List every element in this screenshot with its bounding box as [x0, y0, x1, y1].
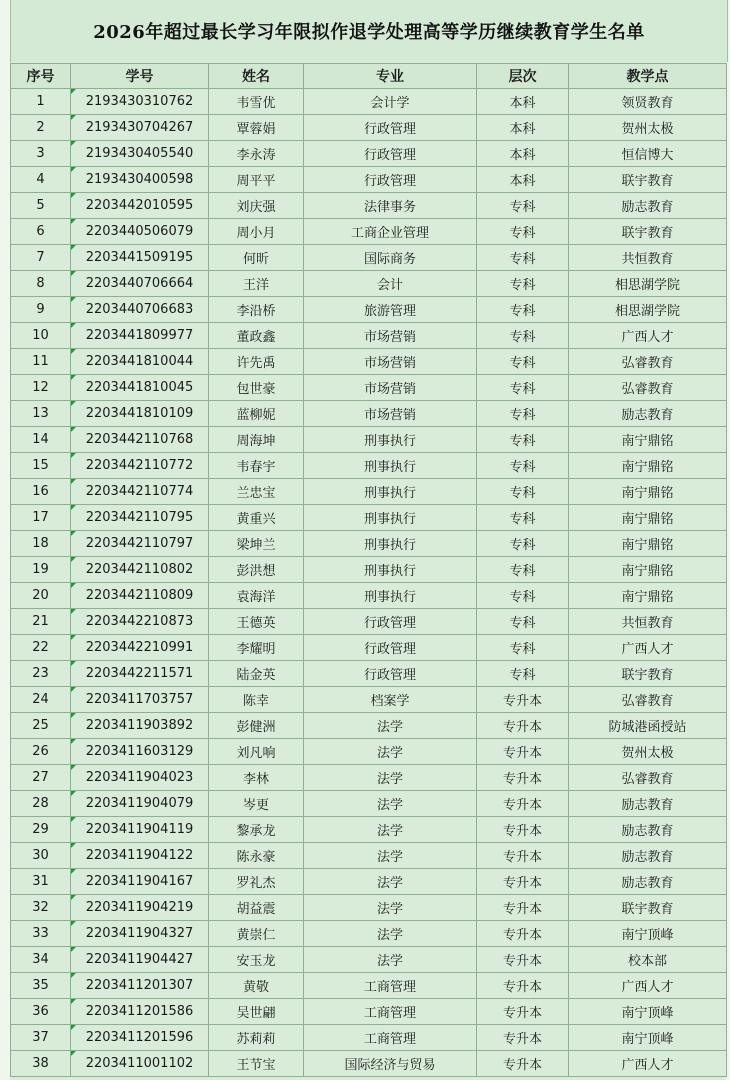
cell-index[interactable]: 22 [11, 635, 71, 661]
cell-level[interactable]: 专升本 [477, 895, 569, 921]
cell-level[interactable]: 专科 [477, 271, 569, 297]
cell-level[interactable]: 专科 [477, 245, 569, 271]
cell-major[interactable]: 行政管理 [304, 115, 477, 141]
cell-level[interactable]: 专科 [477, 557, 569, 583]
table-row [11, 921, 727, 947]
cell-major[interactable]: 刑事执行 [304, 479, 477, 505]
table-row [11, 297, 727, 323]
cell-level[interactable]: 专升本 [477, 921, 569, 947]
cell-student-id[interactable]: 2203411904327 [71, 921, 209, 947]
cell-student-id[interactable]: 2193430704267 [71, 115, 209, 141]
cell-name[interactable]: 陈永豪 [209, 843, 304, 869]
cell-name[interactable]: 罗礼杰 [209, 869, 304, 895]
col-header-name[interactable]: 姓名 [209, 64, 304, 89]
cell-center[interactable]: 校本部 [569, 947, 727, 973]
table-row [11, 869, 727, 895]
cell-level[interactable]: 专升本 [477, 869, 569, 895]
cell-name[interactable]: 李永涛 [209, 141, 304, 167]
table-row [11, 583, 727, 609]
table-row [11, 505, 727, 531]
cell-center[interactable]: 励志教育 [569, 869, 727, 895]
cell-center[interactable]: 励志教育 [569, 193, 727, 219]
cell-level[interactable]: 专科 [477, 349, 569, 375]
cell-major[interactable]: 法律事务 [304, 193, 477, 219]
cell-center[interactable]: 南宁鼎铭 [569, 479, 727, 505]
cell-center[interactable]: 恒信博大 [569, 141, 727, 167]
cell-level[interactable]: 专升本 [477, 999, 569, 1025]
cell-level[interactable]: 专科 [477, 401, 569, 427]
cell-index[interactable]: 7 [11, 245, 71, 271]
cell-index[interactable]: 35 [11, 973, 71, 999]
col-header-level[interactable]: 层次 [477, 64, 569, 89]
cell-major[interactable]: 档案学 [304, 687, 477, 713]
table-row [11, 973, 727, 999]
cell-name[interactable]: 覃蓉娟 [209, 115, 304, 141]
cell-student-id[interactable]: 2203411904167 [71, 869, 209, 895]
cell-level[interactable]: 专科 [477, 661, 569, 687]
table-row [11, 739, 727, 765]
col-header-student-id[interactable]: 学号 [71, 64, 209, 89]
student-roster-table [10, 63, 727, 1077]
cell-index[interactable]: 10 [11, 323, 71, 349]
cell-index[interactable]: 32 [11, 895, 71, 921]
table-row [11, 765, 727, 791]
cell-index[interactable]: 29 [11, 817, 71, 843]
cell-index[interactable]: 38 [11, 1051, 71, 1077]
cell-name[interactable]: 岑更 [209, 791, 304, 817]
cell-name[interactable]: 黎承龙 [209, 817, 304, 843]
cell-level[interactable]: 专升本 [477, 791, 569, 817]
cell-student-id[interactable]: 2203440506079 [71, 219, 209, 245]
cell-level[interactable]: 专科 [477, 479, 569, 505]
cell-index[interactable]: 9 [11, 297, 71, 323]
cell-center[interactable]: 贺州太极 [569, 115, 727, 141]
table-row [11, 193, 727, 219]
cell-level[interactable]: 专科 [477, 609, 569, 635]
cell-student-id[interactable]: 2203411201307 [71, 973, 209, 999]
cell-name[interactable]: 刘庆强 [209, 193, 304, 219]
table-row [11, 219, 727, 245]
cell-major[interactable]: 工商管理 [304, 1025, 477, 1051]
table-body [11, 89, 727, 1077]
cell-student-id[interactable]: 2203442110768 [71, 427, 209, 453]
cell-student-id[interactable]: 2203411904119 [71, 817, 209, 843]
cell-index[interactable]: 14 [11, 427, 71, 453]
cell-major[interactable]: 刑事执行 [304, 453, 477, 479]
cell-level[interactable]: 专升本 [477, 739, 569, 765]
cell-name[interactable]: 韦雪优 [209, 89, 304, 115]
table-row [11, 791, 727, 817]
cell-center[interactable]: 共恒教育 [569, 245, 727, 271]
cell-center[interactable]: 南宁鼎铭 [569, 505, 727, 531]
cell-index[interactable]: 26 [11, 739, 71, 765]
cell-center[interactable]: 贺州太极 [569, 739, 727, 765]
cell-center[interactable]: 弘睿教育 [569, 375, 727, 401]
cell-level[interactable]: 本科 [477, 167, 569, 193]
cell-index[interactable]: 20 [11, 583, 71, 609]
cell-index[interactable]: 19 [11, 557, 71, 583]
cell-name[interactable]: 蓝柳妮 [209, 401, 304, 427]
cell-name[interactable]: 黄崇仁 [209, 921, 304, 947]
cell-center[interactable]: 广西人才 [569, 1051, 727, 1077]
header-row [11, 64, 727, 89]
cell-center[interactable]: 南宁鼎铭 [569, 531, 727, 557]
cell-index[interactable]: 17 [11, 505, 71, 531]
table-row [11, 245, 727, 271]
cell-level[interactable]: 专科 [477, 219, 569, 245]
table-row [11, 843, 727, 869]
cell-major[interactable]: 市场营销 [304, 323, 477, 349]
cell-major[interactable]: 法学 [304, 895, 477, 921]
cell-major[interactable]: 刑事执行 [304, 583, 477, 609]
cell-name[interactable]: 胡益震 [209, 895, 304, 921]
cell-index[interactable]: 6 [11, 219, 71, 245]
cell-name[interactable]: 陈幸 [209, 687, 304, 713]
cell-level[interactable]: 专升本 [477, 817, 569, 843]
cell-index[interactable]: 36 [11, 999, 71, 1025]
cell-level[interactable]: 专科 [477, 193, 569, 219]
cell-index[interactable]: 34 [11, 947, 71, 973]
cell-student-id[interactable]: 2203411903892 [71, 713, 209, 739]
cell-center[interactable]: 弘睿教育 [569, 765, 727, 791]
cell-major[interactable]: 法学 [304, 869, 477, 895]
table-row [11, 713, 727, 739]
cell-student-id[interactable]: 2203411603129 [71, 739, 209, 765]
table-row [11, 1051, 727, 1077]
cell-level[interactable]: 专科 [477, 635, 569, 661]
cell-name[interactable]: 梁坤兰 [209, 531, 304, 557]
cell-index[interactable]: 11 [11, 349, 71, 375]
table-row [11, 349, 727, 375]
cell-name[interactable]: 袁海洋 [209, 583, 304, 609]
cell-name[interactable]: 周平平 [209, 167, 304, 193]
cell-center[interactable]: 励志教育 [569, 843, 727, 869]
sheet-title: 2026年超过最长学习年限拟作退学处理高等学历继续教育学生名单 [93, 22, 645, 43]
cell-name[interactable]: 周小月 [209, 219, 304, 245]
cell-index[interactable]: 8 [11, 271, 71, 297]
cell-name[interactable]: 王洋 [209, 271, 304, 297]
table-row [11, 167, 727, 193]
cell-major[interactable]: 法学 [304, 817, 477, 843]
cell-center[interactable]: 弘睿教育 [569, 349, 727, 375]
cell-major[interactable]: 法学 [304, 921, 477, 947]
cell-name[interactable]: 许先禹 [209, 349, 304, 375]
cell-center[interactable]: 广西人才 [569, 635, 727, 661]
cell-student-id[interactable]: 2193430310762 [71, 89, 209, 115]
cell-level[interactable]: 专科 [477, 323, 569, 349]
cell-center[interactable]: 领贤教育 [569, 89, 727, 115]
cell-center[interactable]: 弘睿教育 [569, 687, 727, 713]
cell-center[interactable]: 联宇教育 [569, 895, 727, 921]
cell-student-id[interactable]: 2203442110797 [71, 531, 209, 557]
col-header-major[interactable]: 专业 [304, 64, 477, 89]
cell-index[interactable]: 37 [11, 1025, 71, 1051]
cell-student-id[interactable]: 2203411904079 [71, 791, 209, 817]
cell-student-id[interactable]: 2203411703757 [71, 687, 209, 713]
cell-name[interactable]: 包世豪 [209, 375, 304, 401]
table-row [11, 115, 727, 141]
cell-major[interactable]: 法学 [304, 947, 477, 973]
cell-name[interactable]: 李林 [209, 765, 304, 791]
cell-name[interactable]: 韦春宇 [209, 453, 304, 479]
cell-student-id[interactable]: 2203442210991 [71, 635, 209, 661]
cell-student-id[interactable]: 2203441810044 [71, 349, 209, 375]
cell-name[interactable]: 陆金英 [209, 661, 304, 687]
cell-index[interactable]: 3 [11, 141, 71, 167]
cell-name[interactable]: 李沿桥 [209, 297, 304, 323]
table-row [11, 375, 727, 401]
cell-student-id[interactable]: 2203411001102 [71, 1051, 209, 1077]
cell-level[interactable]: 专科 [477, 505, 569, 531]
cell-center[interactable]: 南宁鼎铭 [569, 453, 727, 479]
cell-student-id[interactable]: 2203442110774 [71, 479, 209, 505]
table-row [11, 323, 727, 349]
cell-student-id[interactable]: 2193430405540 [71, 141, 209, 167]
cell-level[interactable]: 专科 [477, 583, 569, 609]
cell-major[interactable]: 法学 [304, 713, 477, 739]
cell-student-id[interactable]: 2203441809977 [71, 323, 209, 349]
cell-major[interactable]: 国际经济与贸易 [304, 1051, 477, 1077]
cell-index[interactable]: 24 [11, 687, 71, 713]
cell-major[interactable]: 会计 [304, 271, 477, 297]
cell-name[interactable]: 黄重兴 [209, 505, 304, 531]
cell-major[interactable]: 刑事执行 [304, 531, 477, 557]
cell-index[interactable]: 5 [11, 193, 71, 219]
cell-index[interactable]: 15 [11, 453, 71, 479]
cell-level[interactable]: 专科 [477, 297, 569, 323]
cell-center[interactable]: 广西人才 [569, 323, 727, 349]
cell-major[interactable]: 工商企业管理 [304, 219, 477, 245]
cell-major[interactable]: 刑事执行 [304, 427, 477, 453]
cell-center[interactable]: 南宁顶峰 [569, 1025, 727, 1051]
cell-major[interactable]: 会计学 [304, 89, 477, 115]
cell-major[interactable]: 法学 [304, 765, 477, 791]
cell-major[interactable]: 法学 [304, 739, 477, 765]
cell-major[interactable]: 行政管理 [304, 635, 477, 661]
cell-major[interactable]: 刑事执行 [304, 505, 477, 531]
cell-name[interactable]: 周海坤 [209, 427, 304, 453]
table-row [11, 1025, 727, 1051]
cell-level[interactable]: 专升本 [477, 843, 569, 869]
col-header-index[interactable]: 序号 [11, 64, 71, 89]
cell-level[interactable]: 专科 [477, 531, 569, 557]
cell-center[interactable]: 防城港函授站 [569, 713, 727, 739]
cell-index[interactable]: 18 [11, 531, 71, 557]
cell-student-id[interactable]: 2203411201596 [71, 1025, 209, 1051]
cell-student-id[interactable]: 2203442110772 [71, 453, 209, 479]
cell-student-id[interactable]: 2193430400598 [71, 167, 209, 193]
cell-index[interactable]: 2 [11, 115, 71, 141]
cell-name[interactable]: 彭洪想 [209, 557, 304, 583]
cell-student-id[interactable]: 2203442211571 [71, 661, 209, 687]
table-row [11, 687, 727, 713]
table-row [11, 141, 727, 167]
cell-index[interactable]: 21 [11, 609, 71, 635]
cell-major[interactable]: 行政管理 [304, 141, 477, 167]
cell-level[interactable]: 专科 [477, 427, 569, 453]
cell-index[interactable]: 12 [11, 375, 71, 401]
cell-level[interactable]: 专升本 [477, 713, 569, 739]
cell-level[interactable]: 本科 [477, 141, 569, 167]
table-row [11, 895, 727, 921]
cell-center[interactable]: 南宁鼎铭 [569, 427, 727, 453]
cell-name[interactable]: 王节宝 [209, 1051, 304, 1077]
cell-index[interactable]: 25 [11, 713, 71, 739]
cell-center[interactable]: 广西人才 [569, 973, 727, 999]
table-row [11, 947, 727, 973]
cell-major[interactable]: 旅游管理 [304, 297, 477, 323]
cell-major[interactable]: 法学 [304, 843, 477, 869]
table-row [11, 89, 727, 115]
cell-level[interactable]: 专升本 [477, 765, 569, 791]
cell-student-id[interactable]: 2203442110802 [71, 557, 209, 583]
cell-student-id[interactable]: 2203441509195 [71, 245, 209, 271]
cell-student-id[interactable]: 2203411904122 [71, 843, 209, 869]
table-row [11, 479, 727, 505]
cell-index[interactable]: 13 [11, 401, 71, 427]
cell-major[interactable]: 市场营销 [304, 349, 477, 375]
cell-index[interactable]: 1 [11, 89, 71, 115]
cell-center[interactable]: 励志教育 [569, 401, 727, 427]
cell-major[interactable]: 国际商务 [304, 245, 477, 271]
cell-index[interactable]: 28 [11, 791, 71, 817]
cell-name[interactable]: 王德英 [209, 609, 304, 635]
cell-level[interactable]: 专升本 [477, 1051, 569, 1077]
cell-student-id[interactable]: 2203441810045 [71, 375, 209, 401]
cell-student-id[interactable]: 2203440706664 [71, 271, 209, 297]
table-row [11, 999, 727, 1025]
cell-level[interactable]: 专科 [477, 375, 569, 401]
cell-index[interactable]: 16 [11, 479, 71, 505]
cell-major[interactable]: 市场营销 [304, 401, 477, 427]
cell-name[interactable]: 李耀明 [209, 635, 304, 661]
table-row [11, 401, 727, 427]
cell-major[interactable]: 行政管理 [304, 609, 477, 635]
cell-center[interactable]: 南宁顶峰 [569, 921, 727, 947]
cell-name[interactable]: 吴世翩 [209, 999, 304, 1025]
cell-index[interactable]: 31 [11, 869, 71, 895]
cell-level[interactable]: 专升本 [477, 973, 569, 999]
cell-center[interactable]: 南宁顶峰 [569, 999, 727, 1025]
cell-major[interactable]: 市场营销 [304, 375, 477, 401]
cell-name[interactable]: 黄敬 [209, 973, 304, 999]
cell-center[interactable]: 南宁鼎铭 [569, 557, 727, 583]
row-header-gutter [0, 0, 10, 1080]
cell-center[interactable]: 励志教育 [569, 817, 727, 843]
cell-major[interactable]: 行政管理 [304, 167, 477, 193]
cell-index[interactable]: 27 [11, 765, 71, 791]
cell-center[interactable]: 联宇教育 [569, 219, 727, 245]
table-row [11, 661, 727, 687]
cell-student-id[interactable]: 2203411904023 [71, 765, 209, 791]
cell-level[interactable]: 专升本 [477, 1025, 569, 1051]
col-header-center[interactable]: 教学点 [569, 64, 727, 89]
cell-name[interactable]: 何昕 [209, 245, 304, 271]
table-row [11, 427, 727, 453]
cell-level[interactable]: 专升本 [477, 687, 569, 713]
cell-center[interactable]: 励志教育 [569, 791, 727, 817]
cell-center[interactable]: 联宇教育 [569, 661, 727, 687]
cell-name[interactable]: 兰忠宝 [209, 479, 304, 505]
cell-student-id[interactable]: 2203442110809 [71, 583, 209, 609]
cell-major[interactable]: 法学 [304, 791, 477, 817]
cell-level[interactable]: 本科 [477, 115, 569, 141]
table-row [11, 557, 727, 583]
cell-student-id[interactable]: 2203442210873 [71, 609, 209, 635]
cell-name[interactable]: 苏莉莉 [209, 1025, 304, 1051]
cell-level[interactable]: 专科 [477, 453, 569, 479]
cell-major[interactable]: 工商管理 [304, 973, 477, 999]
cell-name[interactable]: 安玉龙 [209, 947, 304, 973]
cell-student-id[interactable]: 2203442010595 [71, 193, 209, 219]
cell-center[interactable]: 南宁鼎铭 [569, 583, 727, 609]
cell-center[interactable]: 共恒教育 [569, 609, 727, 635]
cell-student-id[interactable]: 2203442110795 [71, 505, 209, 531]
cell-index[interactable]: 30 [11, 843, 71, 869]
cell-student-id[interactable]: 2203411201586 [71, 999, 209, 1025]
cell-level[interactable]: 专升本 [477, 947, 569, 973]
cell-major[interactable]: 刑事执行 [304, 557, 477, 583]
table-row [11, 531, 727, 557]
title-cell[interactable] [10, 0, 728, 62]
table-row [11, 817, 727, 843]
cell-name[interactable]: 刘凡响 [209, 739, 304, 765]
cell-student-id[interactable]: 2203411904427 [71, 947, 209, 973]
cell-student-id[interactable]: 2203440706683 [71, 297, 209, 323]
cell-name[interactable]: 彭健洲 [209, 713, 304, 739]
cell-major[interactable]: 工商管理 [304, 999, 477, 1025]
cell-center[interactable]: 相思湖学院 [569, 297, 727, 323]
cell-name[interactable]: 董政鑫 [209, 323, 304, 349]
cell-index[interactable]: 4 [11, 167, 71, 193]
cell-level[interactable]: 本科 [477, 89, 569, 115]
cell-center[interactable]: 联宇教育 [569, 167, 727, 193]
cell-student-id[interactable]: 2203411904219 [71, 895, 209, 921]
cell-major[interactable]: 行政管理 [304, 661, 477, 687]
table-row [11, 609, 727, 635]
cell-center[interactable]: 相思湖学院 [569, 271, 727, 297]
cell-index[interactable]: 23 [11, 661, 71, 687]
cell-index[interactable]: 33 [11, 921, 71, 947]
cell-student-id[interactable]: 2203441810109 [71, 401, 209, 427]
table-row [11, 635, 727, 661]
table-row [11, 453, 727, 479]
table-row [11, 271, 727, 297]
